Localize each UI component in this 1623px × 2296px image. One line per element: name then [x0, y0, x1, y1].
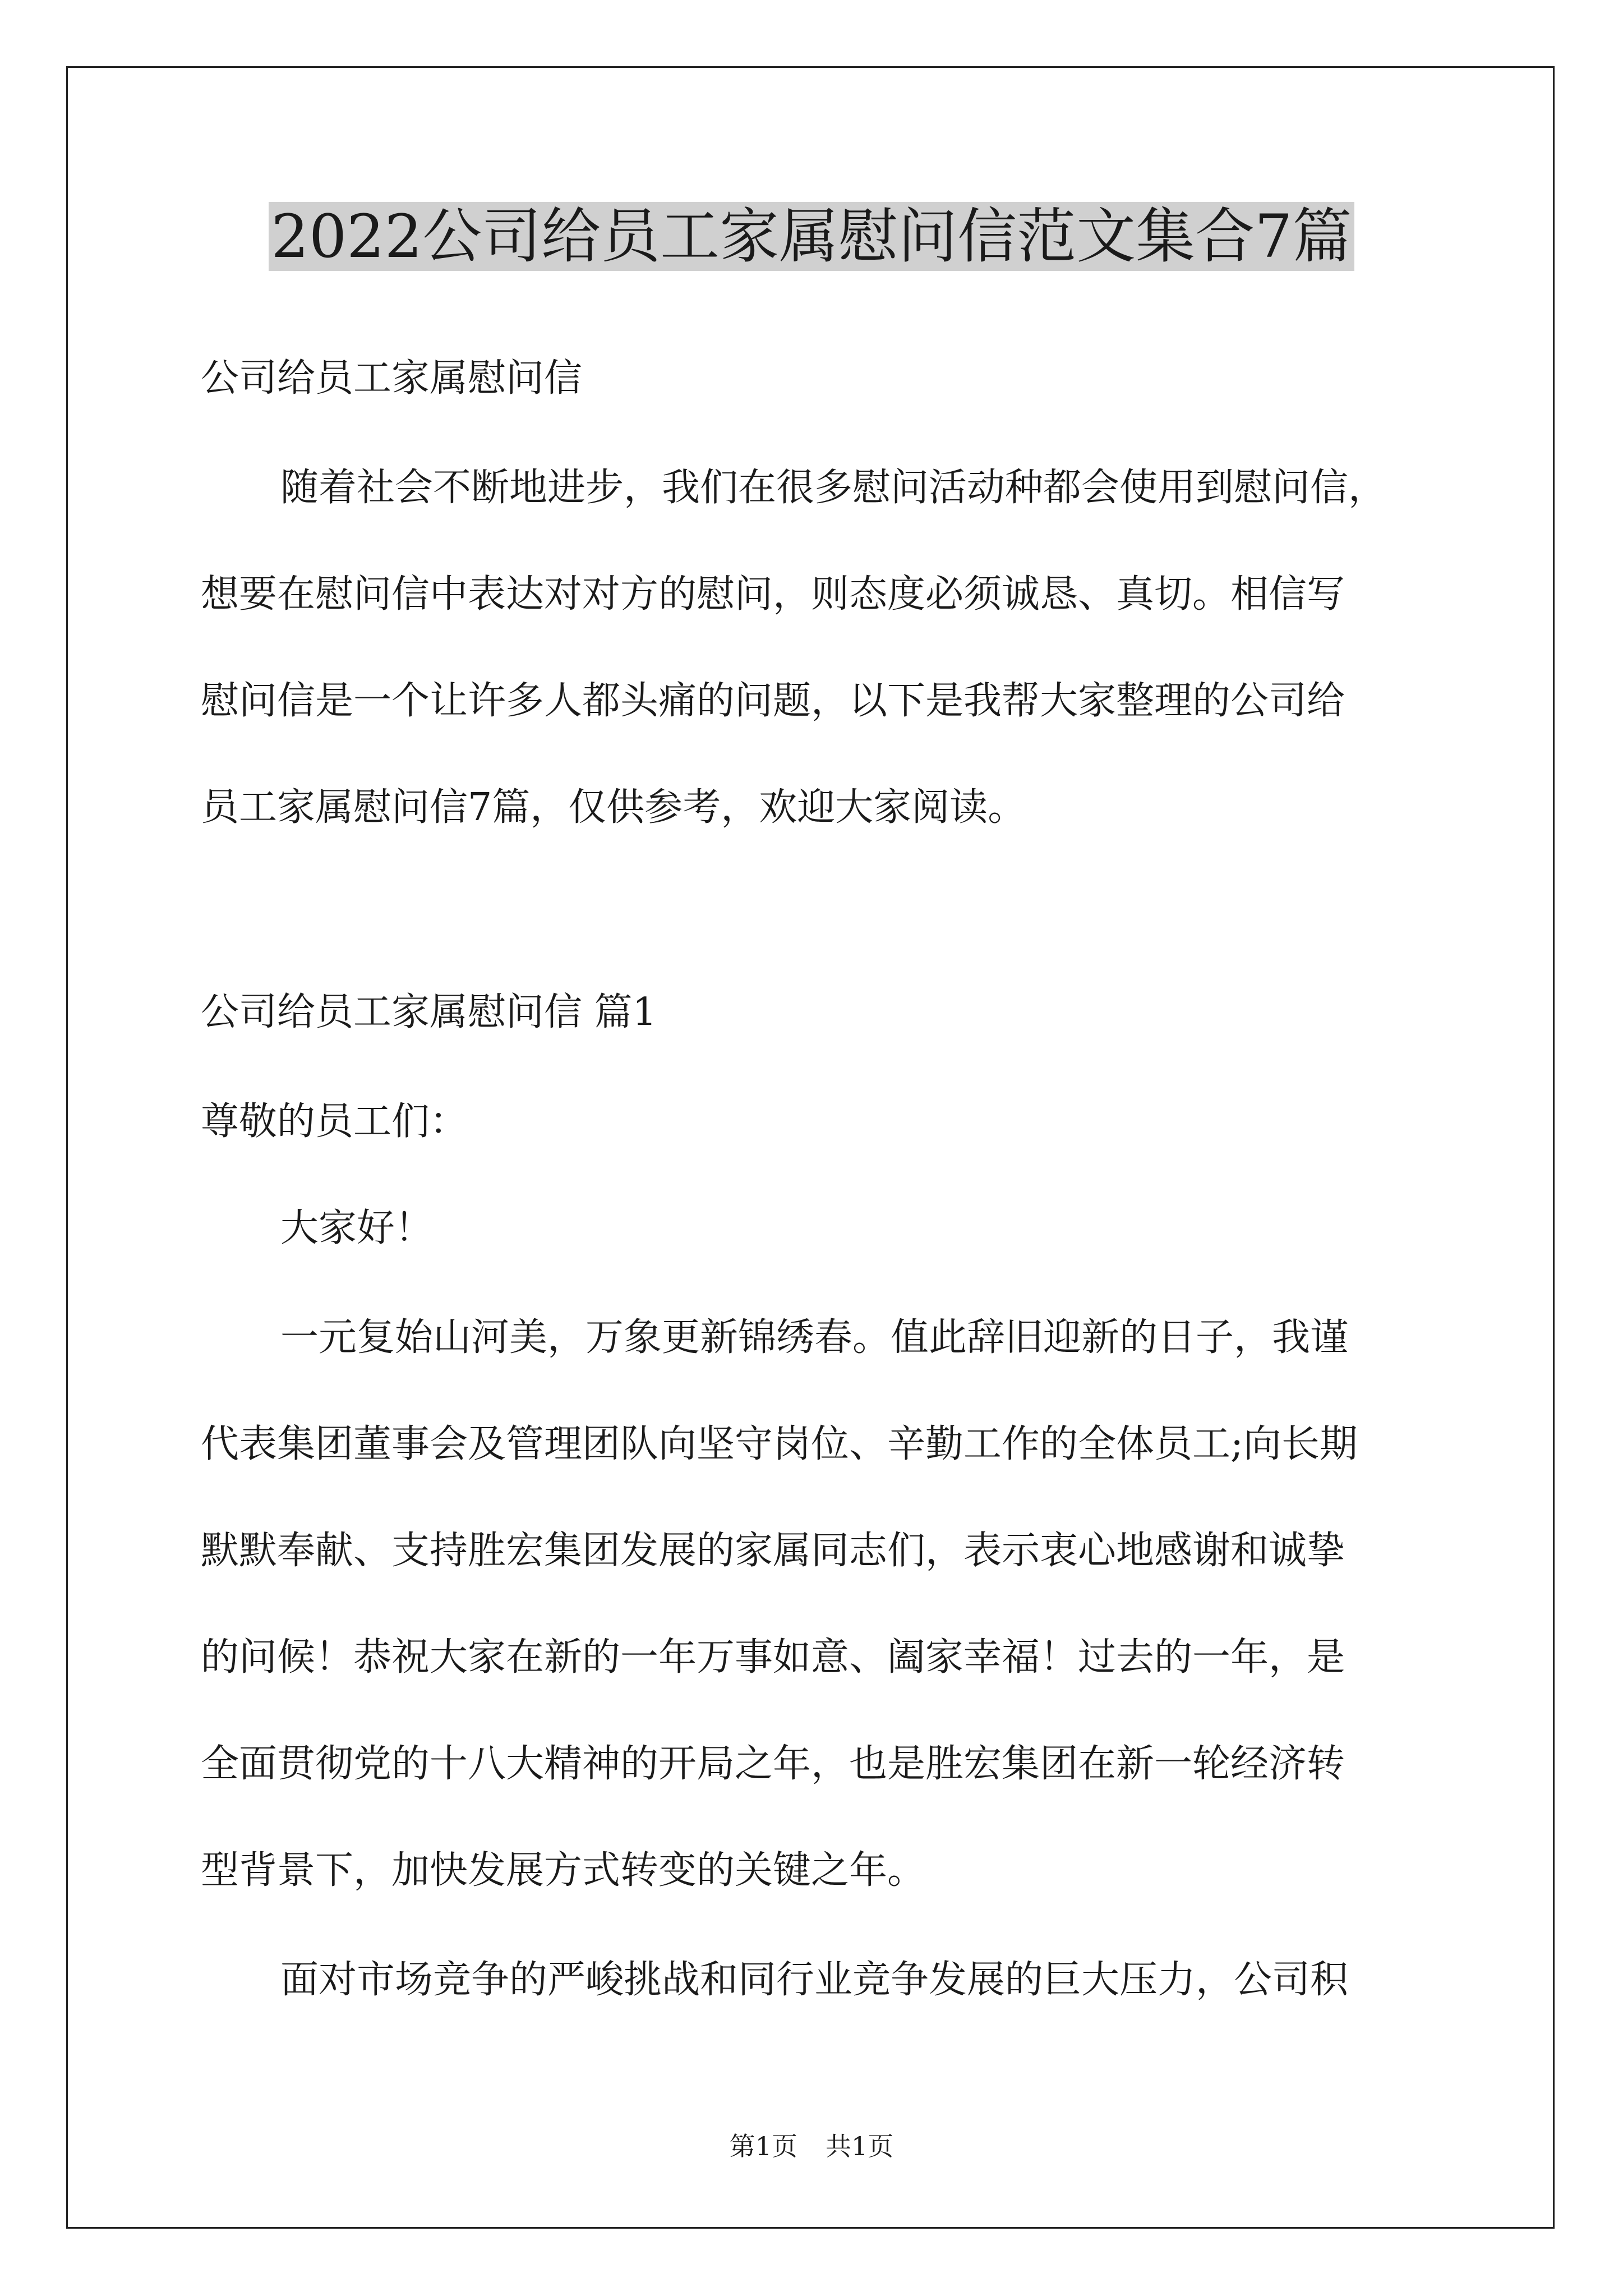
document-title: [0, 197, 1623, 276]
paragraph-line: 面对市场竞争的严峻挑战和同行业竞争发展的巨大压力，公司积: [280, 1958, 1349, 2002]
paragraph-line: 代表集团董事会及管理团队向坚守岗位、辛勤工作的全体员工;向长期: [201, 1422, 1358, 1466]
page-number: 第1页: [729, 2131, 797, 2161]
paragraph-line: 型背景下，加快发展方式转变的关键之年。: [201, 1848, 926, 1893]
greeting: 大家好！: [280, 1206, 434, 1250]
salutation: 尊敬的员工们：: [201, 1099, 468, 1144]
intro-line: 慰问信是一个让许多人都头痛的问题，以下是我帮大家整理的公司给: [201, 679, 1345, 723]
paragraph-line: 默默奉献、支持胜宏集团发展的家属同志们，表示衷心地感谢和诚挚: [201, 1529, 1345, 1573]
paragraph-line: 的问候！恭祝大家在新的一年万事如意、阖家幸福！过去的一年，是: [201, 1635, 1345, 1680]
paragraph-line: 一元复始山河美，万象更新锦绣春。值此辞旧迎新的日子，我谨: [280, 1315, 1349, 1360]
page-footer: [0, 2129, 1623, 2163]
page-total: 共1页: [826, 2131, 894, 2161]
paragraph-line: 全面贯彻党的十八大精神的开局之年，也是胜宏集团在新一轮经济转: [201, 1742, 1345, 1786]
section-heading: 公司给员工家属慰问信 篇1: [201, 990, 657, 1034]
document-title-text: 2022公司给员工家属慰问信范文集合7篇: [269, 202, 1354, 271]
intro-line: 想要在慰问信中表达对对方的慰问，则态度必须诚恳、真切。相信写: [201, 572, 1345, 616]
intro-line: 随着社会不断地进步，我们在很多慰问活动种都会使用到慰问信，: [280, 466, 1387, 510]
intro-line: 员工家属慰问信7篇，仅供参考，欢迎大家阅读。: [201, 785, 1026, 830]
intro-heading: 公司给员工家属慰问信: [201, 356, 583, 401]
